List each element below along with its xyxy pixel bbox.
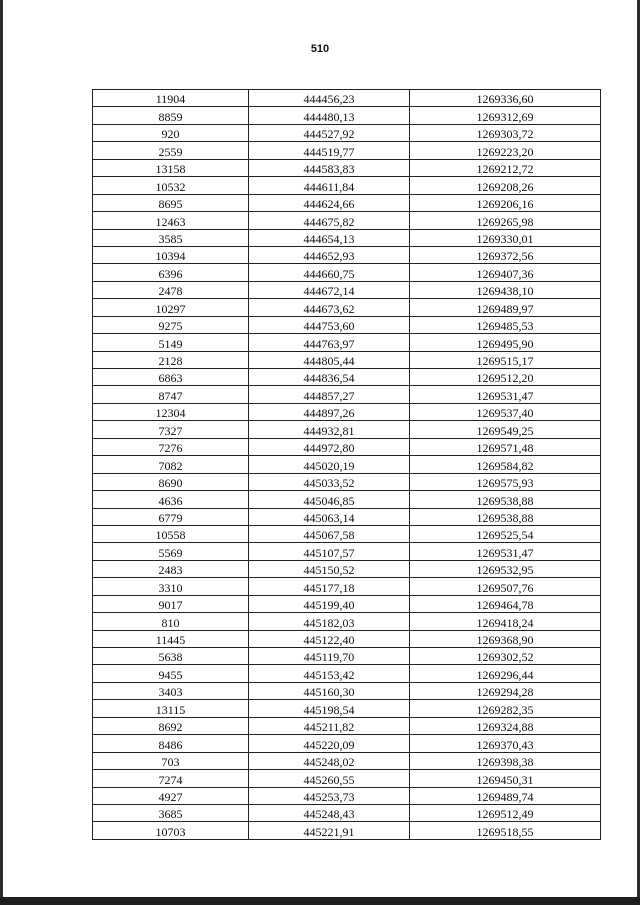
table-row (93, 752, 601, 769)
x-coordinate-cell: 445119,70 (249, 648, 410, 665)
x-coordinate-cell: 444932,81 (249, 421, 410, 438)
table-row (93, 124, 601, 141)
table-row (93, 421, 601, 438)
x-coordinate-cell: 444672,14 (249, 281, 410, 298)
table-row (93, 804, 601, 821)
x-coordinate-cell: 444611,84 (249, 177, 410, 194)
point-number-cell: 8690 (93, 473, 249, 490)
table-row (93, 525, 601, 542)
table-row (93, 351, 601, 368)
y-coordinate-cell: 1269438,10 (410, 281, 601, 298)
table-row (93, 281, 601, 298)
point-number-cell: 920 (93, 124, 249, 141)
x-coordinate-cell: 445221,91 (249, 822, 410, 839)
point-number-cell: 7082 (93, 456, 249, 473)
table-row (93, 369, 601, 386)
point-number-cell: 7276 (93, 438, 249, 455)
y-coordinate-cell: 1269212,72 (410, 159, 601, 176)
point-number-cell: 4927 (93, 787, 249, 804)
x-coordinate-cell: 445220,09 (249, 735, 410, 752)
point-number-cell: 8747 (93, 386, 249, 403)
table-row (93, 700, 601, 717)
point-number-cell: 2478 (93, 281, 249, 298)
y-coordinate-cell: 1269294,28 (410, 682, 601, 699)
x-coordinate-cell: 444857,27 (249, 386, 410, 403)
y-coordinate-cell: 1269538,88 (410, 491, 601, 508)
x-coordinate-cell: 445182,03 (249, 613, 410, 630)
y-coordinate-cell: 1269265,98 (410, 212, 601, 229)
coordinates-table-body (93, 90, 601, 840)
y-coordinate-cell: 1269296,44 (410, 665, 601, 682)
x-coordinate-cell: 445107,57 (249, 543, 410, 560)
x-coordinate-cell: 445067,58 (249, 525, 410, 542)
table-row (93, 246, 601, 263)
x-coordinate-cell: 445020,19 (249, 456, 410, 473)
table-row (93, 543, 601, 560)
y-coordinate-cell: 1269223,20 (410, 142, 601, 159)
y-coordinate-cell: 1269531,47 (410, 386, 601, 403)
table-row (93, 264, 601, 281)
y-coordinate-cell: 1269450,31 (410, 770, 601, 787)
x-coordinate-cell: 444675,82 (249, 212, 410, 229)
table-row (93, 403, 601, 420)
y-coordinate-cell: 1269208,26 (410, 177, 601, 194)
y-coordinate-cell: 1269302,52 (410, 648, 601, 665)
y-coordinate-cell: 1269525,54 (410, 525, 601, 542)
table-row (93, 90, 601, 107)
x-coordinate-cell: 445153,42 (249, 665, 410, 682)
y-coordinate-cell: 1269538,88 (410, 508, 601, 525)
y-coordinate-cell: 1269312,69 (410, 107, 601, 124)
y-coordinate-cell: 1269464,78 (410, 595, 601, 612)
table-row (93, 665, 601, 682)
table-row (93, 177, 601, 194)
point-number-cell: 3310 (93, 578, 249, 595)
table-row (93, 613, 601, 630)
point-number-cell: 9455 (93, 665, 249, 682)
y-coordinate-cell: 1269368,90 (410, 630, 601, 647)
y-coordinate-cell: 1269398,38 (410, 752, 601, 769)
x-coordinate-cell: 444456,23 (249, 90, 410, 107)
scan-left-edge (0, 0, 3, 905)
point-number-cell: 10532 (93, 177, 249, 194)
table-row (93, 578, 601, 595)
point-number-cell: 2483 (93, 560, 249, 577)
table-row (93, 770, 601, 787)
y-coordinate-cell: 1269549,25 (410, 421, 601, 438)
y-coordinate-cell: 1269512,49 (410, 804, 601, 821)
y-coordinate-cell: 1269485,53 (410, 316, 601, 333)
x-coordinate-cell: 445063,14 (249, 508, 410, 525)
point-number-cell: 10558 (93, 525, 249, 542)
y-coordinate-cell: 1269282,35 (410, 700, 601, 717)
x-coordinate-cell: 445177,18 (249, 578, 410, 595)
x-coordinate-cell: 445211,82 (249, 717, 410, 734)
table-row (93, 508, 601, 525)
table-row (93, 212, 601, 229)
y-coordinate-cell: 1269518,55 (410, 822, 601, 839)
x-coordinate-cell: 444805,44 (249, 351, 410, 368)
x-coordinate-cell: 445248,02 (249, 752, 410, 769)
x-coordinate-cell: 445160,30 (249, 682, 410, 699)
y-coordinate-cell: 1269330,01 (410, 229, 601, 246)
table-row (93, 142, 601, 159)
point-number-cell: 6779 (93, 508, 249, 525)
point-number-cell: 8486 (93, 735, 249, 752)
x-coordinate-cell: 444673,62 (249, 299, 410, 316)
x-coordinate-cell: 444519,77 (249, 142, 410, 159)
y-coordinate-cell: 1269418,24 (410, 613, 601, 630)
point-number-cell: 2128 (93, 351, 249, 368)
point-number-cell: 11904 (93, 90, 249, 107)
y-coordinate-cell: 1269372,56 (410, 246, 601, 263)
point-number-cell: 7274 (93, 770, 249, 787)
scan-bottom-edge (0, 897, 640, 905)
y-coordinate-cell: 1269571,48 (410, 438, 601, 455)
point-number-cell: 7327 (93, 421, 249, 438)
table-row (93, 560, 601, 577)
table-row (93, 473, 601, 490)
point-number-cell: 6863 (93, 369, 249, 386)
table-row (93, 386, 601, 403)
x-coordinate-cell: 444654,13 (249, 229, 410, 246)
point-number-cell: 11445 (93, 630, 249, 647)
y-coordinate-cell: 1269515,17 (410, 351, 601, 368)
table-row (93, 822, 601, 839)
point-number-cell: 8859 (93, 107, 249, 124)
y-coordinate-cell: 1269370,43 (410, 735, 601, 752)
x-coordinate-cell: 445046,85 (249, 491, 410, 508)
point-number-cell: 8692 (93, 717, 249, 734)
x-coordinate-cell: 444480,13 (249, 107, 410, 124)
table-row (93, 456, 601, 473)
y-coordinate-cell: 1269303,72 (410, 124, 601, 141)
point-number-cell: 8695 (93, 194, 249, 211)
table-row (93, 438, 601, 455)
table-row (93, 334, 601, 351)
table-row (93, 735, 601, 752)
point-number-cell: 5638 (93, 648, 249, 665)
y-coordinate-cell: 1269407,36 (410, 264, 601, 281)
table-row (93, 107, 601, 124)
x-coordinate-cell: 445150,52 (249, 560, 410, 577)
point-number-cell: 2559 (93, 142, 249, 159)
x-coordinate-cell: 445122,40 (249, 630, 410, 647)
x-coordinate-cell: 444897,26 (249, 403, 410, 420)
point-number-cell: 3403 (93, 682, 249, 699)
x-coordinate-cell: 444836,54 (249, 369, 410, 386)
x-coordinate-cell: 444652,93 (249, 246, 410, 263)
table-row (93, 159, 601, 176)
table-row (93, 648, 601, 665)
x-coordinate-cell: 445198,54 (249, 700, 410, 717)
x-coordinate-cell: 445033,52 (249, 473, 410, 490)
y-coordinate-cell: 1269584,82 (410, 456, 601, 473)
y-coordinate-cell: 1269489,74 (410, 787, 601, 804)
point-number-cell: 703 (93, 752, 249, 769)
point-number-cell: 3685 (93, 804, 249, 821)
y-coordinate-cell: 1269324,88 (410, 717, 601, 734)
y-coordinate-cell: 1269336,60 (410, 90, 601, 107)
x-coordinate-cell: 444660,75 (249, 264, 410, 281)
x-coordinate-cell: 444583,83 (249, 159, 410, 176)
y-coordinate-cell: 1269512,20 (410, 369, 601, 386)
point-number-cell: 5569 (93, 543, 249, 560)
point-number-cell: 9275 (93, 316, 249, 333)
y-coordinate-cell: 1269507,76 (410, 578, 601, 595)
x-coordinate-cell: 444527,92 (249, 124, 410, 141)
y-coordinate-cell: 1269531,47 (410, 543, 601, 560)
point-number-cell: 10703 (93, 822, 249, 839)
table-row (93, 787, 601, 804)
table-row (93, 229, 601, 246)
y-coordinate-cell: 1269537,40 (410, 403, 601, 420)
x-coordinate-cell: 445248,43 (249, 804, 410, 821)
coordinates-table (92, 89, 601, 840)
point-number-cell: 4636 (93, 491, 249, 508)
point-number-cell: 5149 (93, 334, 249, 351)
x-coordinate-cell: 445199,40 (249, 595, 410, 612)
table-row (93, 491, 601, 508)
point-number-cell: 10297 (93, 299, 249, 316)
y-coordinate-cell: 1269495,90 (410, 334, 601, 351)
point-number-cell: 13158 (93, 159, 249, 176)
point-number-cell: 13115 (93, 700, 249, 717)
x-coordinate-cell: 445260,55 (249, 770, 410, 787)
table-row (93, 630, 601, 647)
x-coordinate-cell: 444972,80 (249, 438, 410, 455)
point-number-cell: 12463 (93, 212, 249, 229)
y-coordinate-cell: 1269575,93 (410, 473, 601, 490)
point-number-cell: 3585 (93, 229, 249, 246)
point-number-cell: 810 (93, 613, 249, 630)
point-number-cell: 6396 (93, 264, 249, 281)
point-number-cell: 12304 (93, 403, 249, 420)
x-coordinate-cell: 444753,60 (249, 316, 410, 333)
x-coordinate-cell: 444763,97 (249, 334, 410, 351)
table-row (93, 682, 601, 699)
x-coordinate-cell: 445253,73 (249, 787, 410, 804)
table-row (93, 194, 601, 211)
table-row (93, 595, 601, 612)
y-coordinate-cell: 1269206,16 (410, 194, 601, 211)
page-number: 510 (310, 43, 330, 55)
table-row (93, 717, 601, 734)
table-row (93, 299, 601, 316)
table-row (93, 316, 601, 333)
y-coordinate-cell: 1269489,97 (410, 299, 601, 316)
y-coordinate-cell: 1269532,95 (410, 560, 601, 577)
point-number-cell: 9017 (93, 595, 249, 612)
point-number-cell: 10394 (93, 246, 249, 263)
x-coordinate-cell: 444624,66 (249, 194, 410, 211)
